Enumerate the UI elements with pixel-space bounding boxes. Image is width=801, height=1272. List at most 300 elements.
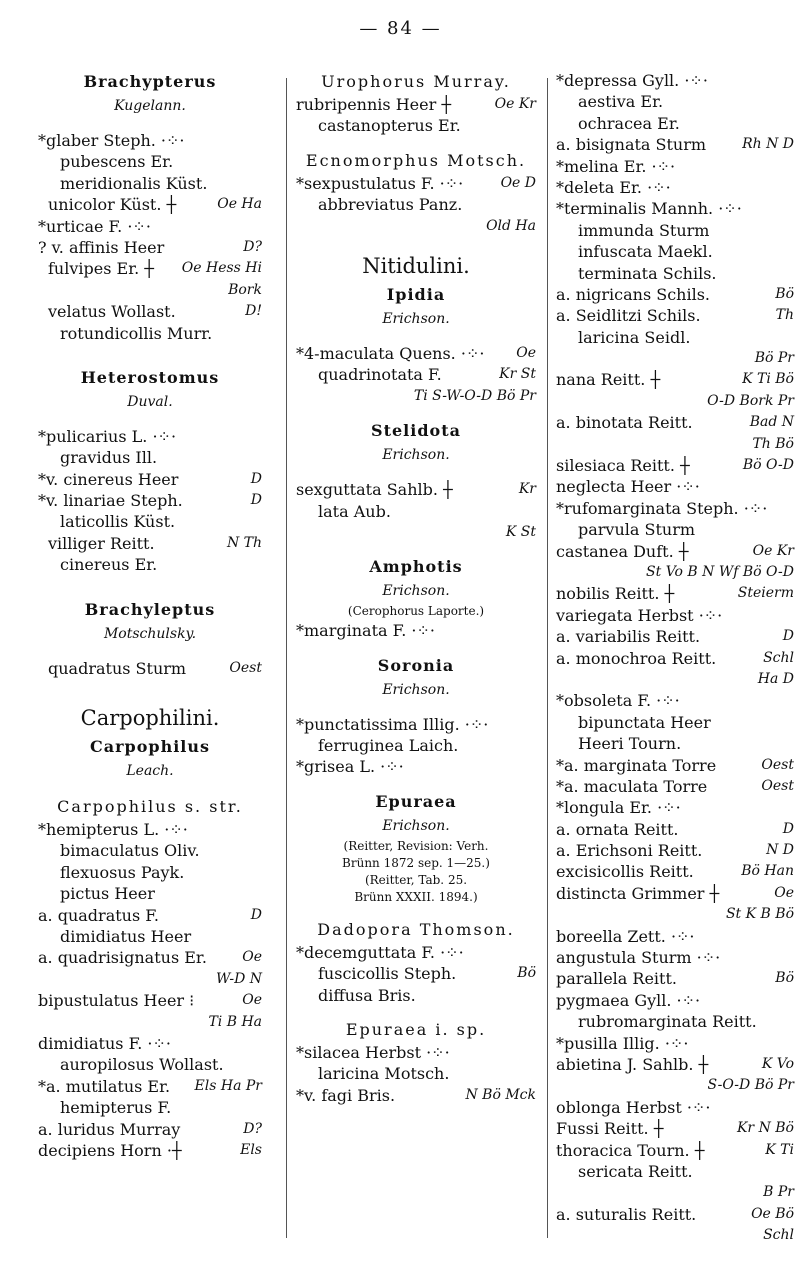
synonym-entry bbox=[296, 194, 536, 215]
entry-name: hemipterus F. bbox=[60, 1098, 172, 1118]
spacer bbox=[296, 1006, 536, 1018]
entry-name: *urticae F. ·⁘· bbox=[38, 216, 151, 236]
distribution-label: Els Ha Pr bbox=[194, 1077, 262, 1094]
entry-name: *terminalis Mannh. ·⁘· bbox=[556, 199, 742, 219]
entry-name: abbreviatus Panz. bbox=[318, 195, 463, 215]
entry-name: oblonga Herbst ·⁘· bbox=[556, 1097, 711, 1117]
species-entry bbox=[296, 1085, 536, 1106]
entry-name: *4-maculata Quens. ·⁘· bbox=[296, 343, 485, 363]
genus-author: Erichson. bbox=[382, 817, 450, 834]
species-entry bbox=[556, 926, 794, 947]
entry-name: *a. marginata Torre bbox=[556, 755, 717, 775]
distribution-label: Els bbox=[240, 1141, 262, 1158]
entry-name: thoracica Tourn. ┼ bbox=[556, 1140, 705, 1160]
synonym-entry bbox=[556, 327, 794, 348]
species-entry bbox=[556, 648, 794, 669]
species-entry bbox=[556, 883, 794, 904]
distribution-label: D! bbox=[245, 303, 262, 320]
entry-name: silesiaca Reitt. ┼ bbox=[556, 456, 690, 476]
spacer bbox=[296, 331, 536, 343]
species-entry bbox=[38, 280, 262, 301]
synonym-entry bbox=[556, 519, 794, 540]
species-entry bbox=[296, 1042, 536, 1063]
entry-name: diffusa Bris. bbox=[318, 985, 416, 1005]
entry-name: nobilis Reitt. ┼ bbox=[556, 584, 675, 604]
species-entry bbox=[556, 562, 794, 583]
distribution-label: Bork bbox=[228, 281, 262, 298]
species-entry bbox=[38, 1119, 262, 1140]
distribution-label: Oe bbox=[242, 949, 262, 966]
entry-name: a. quadrisignatus Er. bbox=[38, 948, 207, 968]
subgenus-heading: Carpophilus s. str. bbox=[57, 797, 243, 817]
entry-name: velatus Wollast. bbox=[48, 302, 176, 322]
species-entry bbox=[556, 1182, 794, 1203]
species-entry bbox=[38, 1076, 262, 1097]
distribution-label: D bbox=[782, 820, 794, 837]
distribution-label: Oe bbox=[516, 344, 536, 361]
entry-name: *punctatissima Illig. ·⁘· bbox=[296, 714, 489, 734]
species-entry bbox=[296, 522, 536, 543]
species-entry bbox=[556, 690, 794, 711]
distribution-label: Oe Hess Hi bbox=[181, 260, 262, 277]
entry-name: laricina Motsch. bbox=[318, 1064, 450, 1084]
distribution-label: Schl bbox=[763, 1227, 794, 1244]
subgenus-heading: Dadopora Thomson. bbox=[317, 919, 515, 939]
distribution-label: Old Ha bbox=[486, 217, 536, 234]
entry-name: ? v. affinis Heer bbox=[38, 237, 165, 257]
spacer bbox=[296, 906, 536, 918]
entry-name: sericata Reitt. bbox=[578, 1161, 693, 1181]
synonym-entry bbox=[38, 301, 262, 322]
spacer bbox=[38, 414, 262, 426]
species-entry bbox=[556, 669, 794, 690]
species-entry bbox=[38, 1033, 262, 1054]
reference-note: Brünn 1872 sep. 1—25.) bbox=[342, 855, 490, 870]
species-entry bbox=[38, 490, 262, 511]
distribution-label: K Vo bbox=[761, 1055, 794, 1072]
genus-author: Erichson. bbox=[382, 447, 450, 464]
column-middle bbox=[296, 70, 536, 1106]
distribution-label: N D bbox=[766, 842, 794, 859]
species-entry bbox=[38, 969, 262, 990]
entry-name: variegata Herbst ·⁘· bbox=[556, 605, 723, 625]
distribution-label: Kr N Bö bbox=[736, 1120, 794, 1137]
entry-name: bipustulatus Heer ⁝ bbox=[38, 991, 195, 1011]
entry-name: lata Aub. bbox=[318, 501, 391, 521]
synonym-entry bbox=[556, 220, 794, 241]
distribution-label: Oe Kr bbox=[494, 96, 536, 112]
entry-name: a. Erichsoni Reitt. bbox=[556, 841, 703, 861]
subgenus-heading: Urophorus Murray. bbox=[321, 72, 511, 91]
species-entry bbox=[556, 605, 794, 626]
entry-name: *sexpustulatus F. ·⁘· bbox=[296, 173, 464, 193]
synonym-entry bbox=[38, 323, 262, 344]
species-entry bbox=[556, 1204, 794, 1225]
species-entry bbox=[556, 583, 794, 604]
entry-name: quadrinotata F. bbox=[318, 365, 442, 385]
species-entry bbox=[556, 1097, 794, 1118]
entry-name: castanea Duft. ┼ bbox=[556, 541, 689, 561]
genus-author: Leach. bbox=[126, 763, 174, 780]
entry-name: excisicollis Reitt. bbox=[556, 862, 694, 882]
synonym-entry bbox=[38, 554, 262, 575]
species-entry bbox=[556, 369, 794, 390]
distribution-label: Oe Ha bbox=[217, 196, 262, 213]
entry-name: *silacea Herbst ·⁘· bbox=[296, 1043, 450, 1063]
synonym-entry bbox=[296, 1063, 536, 1084]
spacer bbox=[296, 543, 536, 555]
entry-name: terminata Schils. bbox=[578, 263, 717, 283]
distribution-label: Steierm bbox=[737, 585, 794, 602]
species-entry bbox=[38, 469, 262, 490]
column-divider bbox=[286, 78, 287, 1238]
entry-name: fuscicollis Steph. bbox=[318, 964, 457, 984]
synonym-entry bbox=[38, 258, 262, 279]
species-entry bbox=[38, 130, 262, 151]
entry-name: Heeri Tourn. bbox=[578, 734, 682, 754]
entry-name: nana Reitt. ┼ bbox=[556, 370, 661, 390]
spacer bbox=[38, 576, 262, 598]
species-entry bbox=[296, 479, 536, 500]
entry-name: infuscata Maekl. bbox=[578, 242, 713, 262]
genus-heading: Soronia bbox=[377, 655, 455, 675]
entry-name: rotundicollis Murr. bbox=[60, 323, 213, 343]
entry-name: *longula Er. ·⁘· bbox=[556, 798, 681, 818]
entry-name: castanopterus Er. bbox=[318, 116, 461, 136]
genus-author: Duval. bbox=[127, 393, 173, 410]
entry-name: parvula Sturm bbox=[578, 520, 696, 540]
species-entry bbox=[296, 216, 536, 237]
synonym-entry bbox=[556, 91, 794, 112]
distribution-label: D bbox=[250, 906, 262, 923]
entry-name: Fussi Reitt. ┼ bbox=[556, 1119, 664, 1139]
entry-name: a. Seidlitzi Schils. bbox=[556, 306, 701, 326]
genus-author: Kugelann. bbox=[114, 98, 186, 114]
entry-name: *v. cinereus Heer bbox=[38, 469, 179, 489]
entry-name: *decemguttata F. ·⁘· bbox=[296, 942, 464, 962]
distribution-label: K Ti Bö bbox=[742, 371, 794, 388]
species-entry bbox=[38, 947, 262, 968]
species-entry bbox=[556, 968, 794, 989]
distribution-label: D? bbox=[243, 1120, 262, 1137]
species-entry bbox=[556, 455, 794, 476]
distribution-label: Oe bbox=[774, 884, 794, 901]
distribution-label: Ti S-W-O-D Bö Pr bbox=[413, 387, 536, 404]
entry-name: sexguttata Sahlb. ┼ bbox=[296, 480, 453, 500]
entry-name: abietina J. Sahlb. ┼ bbox=[556, 1054, 709, 1074]
page-number: — 84 — bbox=[359, 18, 442, 39]
entry-name: ferruginea Laich. bbox=[318, 736, 459, 756]
entry-name: flexuosus Payk. bbox=[60, 862, 185, 882]
distribution-label: Oe Kr bbox=[752, 542, 794, 559]
species-entry bbox=[38, 1140, 262, 1161]
entry-name: a. binotata Reitt. bbox=[556, 413, 693, 433]
species-entry bbox=[556, 755, 794, 776]
entry-name: *depressa Gyll. ·⁘· bbox=[556, 71, 708, 90]
entry-name: *marginata F. ·⁘· bbox=[296, 621, 435, 641]
synonym-entry bbox=[296, 501, 536, 522]
species-entry bbox=[556, 476, 794, 497]
distribution-label: K Ti bbox=[765, 1141, 794, 1158]
subgenus-heading: Ecnomorphus Motsch. bbox=[305, 150, 527, 170]
species-entry bbox=[296, 94, 536, 115]
species-entry bbox=[556, 134, 794, 155]
genus-heading: Ipidia bbox=[386, 284, 446, 304]
distribution-label: K St bbox=[505, 523, 536, 540]
distribution-label: Oe Bö bbox=[751, 1205, 794, 1222]
distribution-label: Oest bbox=[761, 777, 794, 794]
distribution-label: Bö Pr bbox=[754, 350, 794, 367]
entry-name: fulvipes Er. ┼ bbox=[48, 259, 154, 279]
entry-name: *v. linariae Steph. bbox=[38, 491, 183, 511]
distribution-label: Bad N bbox=[749, 414, 794, 431]
genus-author: Erichson. bbox=[382, 681, 450, 698]
synonym-entry bbox=[556, 113, 794, 134]
distribution-label: D? bbox=[243, 238, 262, 255]
species-entry bbox=[296, 386, 536, 407]
synonym-entry bbox=[556, 263, 794, 284]
entry-name: *rufomarginata Steph. ·⁘· bbox=[556, 498, 768, 518]
spacer bbox=[296, 407, 536, 419]
distribution-label: Rh N D bbox=[742, 136, 794, 153]
synonym-entry bbox=[296, 115, 536, 136]
distribution-label: D bbox=[250, 492, 262, 509]
entry-name: boreella Zett. ·⁘· bbox=[556, 926, 695, 946]
species-entry bbox=[38, 819, 262, 840]
column-divider bbox=[547, 78, 548, 1238]
distribution-label: S-O-D Bö Pr bbox=[707, 1077, 794, 1094]
entry-name: quadratus Sturm bbox=[48, 658, 187, 678]
distribution-label: B Pr bbox=[763, 1184, 794, 1201]
genus-heading: Brachypterus bbox=[83, 72, 217, 91]
species-entry bbox=[556, 1075, 794, 1096]
column-left bbox=[38, 70, 262, 1161]
entry-name: pygmaea Gyll. ·⁘· bbox=[556, 990, 701, 1010]
spacer bbox=[38, 118, 262, 130]
entry-name: villiger Reitt. bbox=[48, 533, 155, 553]
reference-note: (Reitter, Revision: Verh. bbox=[343, 838, 489, 853]
entry-name: aestiva Er. bbox=[578, 92, 664, 112]
spacer bbox=[38, 646, 262, 658]
entry-name: dimidiatus Heer bbox=[60, 926, 192, 946]
synonym-entry bbox=[38, 447, 262, 468]
distribution-label: D bbox=[250, 470, 262, 487]
synonym-entry bbox=[38, 926, 262, 947]
species-entry bbox=[556, 861, 794, 882]
entry-name: a. ornata Reitt. bbox=[556, 819, 679, 839]
entry-name: *a. maculata Torre bbox=[556, 776, 708, 796]
distribution-label: D bbox=[782, 628, 794, 645]
entry-name: a. monochroa Reitt. bbox=[556, 648, 717, 668]
distribution-label: Bö bbox=[775, 285, 794, 302]
entry-name: auropilosus Wollast. bbox=[60, 1055, 224, 1075]
species-entry bbox=[556, 70, 794, 91]
reference-note: (Cerophorus Laporte.) bbox=[347, 604, 485, 619]
distribution-label: Ha D bbox=[757, 670, 794, 687]
distribution-label: Bö bbox=[775, 970, 794, 987]
species-entry bbox=[556, 904, 794, 925]
spacer bbox=[296, 237, 536, 249]
entry-name: *melina Er. ·⁘· bbox=[556, 156, 676, 176]
synonym-entry bbox=[38, 173, 262, 194]
spacer bbox=[296, 137, 536, 149]
synonym-entry bbox=[556, 733, 794, 754]
synonym-entry bbox=[296, 735, 536, 756]
distribution-label: O-D Bork Pr bbox=[707, 392, 794, 409]
entry-name: *glaber Steph. ·⁘· bbox=[38, 131, 185, 150]
species-entry bbox=[296, 620, 536, 641]
genus-heading: Brachyleptus bbox=[84, 599, 216, 619]
subgenus-heading: Epuraea i. sp. bbox=[345, 1020, 487, 1040]
species-entry bbox=[556, 177, 794, 198]
synonym-entry bbox=[38, 194, 262, 215]
entry-name: rubromarginata Reitt. bbox=[578, 1012, 757, 1032]
entry-name: neglecta Heer ·⁘· bbox=[556, 477, 700, 497]
distribution-label: Th bbox=[775, 307, 794, 324]
synonym-entry bbox=[38, 658, 262, 679]
entry-name: *pusilla Illig. ·⁘· bbox=[556, 1033, 689, 1053]
entry-name: distincta Grimmer ┼ bbox=[556, 883, 720, 903]
species-entry bbox=[38, 237, 262, 258]
species-entry bbox=[556, 348, 794, 369]
species-entry bbox=[556, 1118, 794, 1139]
distribution-label: Schl bbox=[763, 649, 794, 666]
genus-author: Erichson. bbox=[382, 583, 450, 600]
species-entry bbox=[556, 1225, 794, 1246]
entry-name: *grisea L. ·⁘· bbox=[296, 757, 404, 777]
entry-name: bimaculatus Oliv. bbox=[60, 841, 200, 861]
entry-name: pictus Heer bbox=[60, 884, 155, 904]
entry-name: rubripennis Heer ┼ bbox=[296, 95, 451, 114]
column-right bbox=[556, 70, 794, 1246]
species-entry bbox=[556, 840, 794, 861]
entry-name: a. bisignata Sturm bbox=[556, 135, 707, 155]
entry-name: pubescens Er. bbox=[60, 152, 174, 172]
distribution-label: Bö bbox=[517, 965, 536, 982]
entry-name: *v. fagi Bris. bbox=[296, 1085, 396, 1105]
entry-name: a. variabilis Reitt. bbox=[556, 627, 701, 647]
synonym-entry bbox=[296, 985, 536, 1006]
species-entry bbox=[296, 343, 536, 364]
genus-heading: Stelidota bbox=[371, 421, 461, 441]
entry-name: a. luridus Murray bbox=[38, 1119, 181, 1139]
species-entry bbox=[38, 216, 262, 237]
spacer bbox=[296, 467, 536, 479]
species-entry bbox=[556, 947, 794, 968]
genus-heading: Carpophilus bbox=[89, 737, 210, 757]
species-entry bbox=[296, 173, 536, 194]
species-entry bbox=[556, 412, 794, 433]
synonym-entry bbox=[38, 1097, 262, 1118]
spacer bbox=[38, 344, 262, 366]
genus-heading: Amphotis bbox=[369, 557, 463, 577]
species-entry bbox=[556, 1033, 794, 1054]
species-entry bbox=[556, 284, 794, 305]
genus-author: Motschulsky. bbox=[103, 625, 197, 642]
species-entry bbox=[556, 990, 794, 1011]
synonym-entry bbox=[296, 963, 536, 984]
entry-name: *hemipterus L. ·⁘· bbox=[38, 820, 188, 840]
distribution-label: Oe bbox=[242, 992, 262, 1009]
entry-name: *deleta Er. ·⁘· bbox=[556, 177, 671, 197]
spacer bbox=[296, 702, 536, 714]
species-entry bbox=[556, 391, 794, 412]
entry-name: a. nigricans Schils. bbox=[556, 284, 710, 304]
species-entry bbox=[556, 1054, 794, 1075]
species-entry bbox=[556, 797, 794, 818]
synonym-entry bbox=[38, 1054, 262, 1075]
entry-name: parallela Reitt. bbox=[556, 969, 677, 989]
entry-name: immunda Sturm bbox=[578, 220, 710, 240]
distribution-label: St Vo B N Wf Bö O-D bbox=[646, 563, 794, 580]
distribution-label: Oe D bbox=[500, 174, 536, 191]
synonym-entry bbox=[556, 1161, 794, 1182]
species-entry bbox=[38, 426, 262, 447]
species-entry bbox=[556, 156, 794, 177]
distribution-label: Kr St bbox=[499, 366, 536, 383]
synonym-entry bbox=[38, 151, 262, 172]
entry-name: dimidiatus F. ·⁘· bbox=[38, 1033, 171, 1053]
distribution-label: Bö Han bbox=[741, 863, 794, 880]
entry-name: *obsoleta F. ·⁘· bbox=[556, 691, 680, 711]
spacer bbox=[296, 778, 536, 790]
synonym-entry bbox=[556, 1011, 794, 1032]
spacer bbox=[38, 679, 262, 701]
species-entry bbox=[296, 942, 536, 963]
species-entry bbox=[556, 305, 794, 326]
genus-author: Erichson. bbox=[382, 310, 450, 327]
tribe-heading: Carpophilini. bbox=[80, 706, 220, 731]
genus-heading: Epuraea bbox=[375, 791, 457, 811]
entry-name: cinereus Er. bbox=[60, 555, 158, 575]
species-entry bbox=[556, 776, 794, 797]
synonym-entry bbox=[38, 883, 262, 904]
tribe-heading: Nitidulini. bbox=[362, 253, 470, 278]
entry-name: unicolor Küst. ┼ bbox=[48, 195, 177, 215]
synonym-entry bbox=[38, 862, 262, 883]
entry-name: *a. mutilatus Er. bbox=[38, 1076, 171, 1096]
species-entry bbox=[556, 434, 794, 455]
distribution-label: W-D N bbox=[215, 970, 262, 987]
distribution-label: Oest bbox=[761, 756, 794, 773]
entry-name: *pulicarius L. ·⁘· bbox=[38, 426, 177, 446]
distribution-label: N Th bbox=[226, 534, 262, 551]
entry-name: decipiens Horn ·┼ bbox=[38, 1140, 182, 1160]
synonym-entry bbox=[296, 364, 536, 385]
spacer bbox=[296, 642, 536, 654]
reference-note: Brünn XXXII. 1894.) bbox=[354, 889, 478, 904]
distribution-label: Kr bbox=[518, 481, 536, 498]
species-entry bbox=[38, 905, 262, 926]
entry-name: meridionalis Küst. bbox=[60, 173, 208, 193]
species-entry bbox=[556, 1140, 794, 1161]
reference-note: (Reitter, Tab. 25. bbox=[364, 872, 468, 887]
entry-name: a. suturalis Reitt. bbox=[556, 1204, 697, 1224]
species-entry bbox=[296, 714, 536, 735]
entry-name: ochracea Er. bbox=[578, 113, 680, 133]
genus-heading: Heterostomus bbox=[80, 367, 220, 387]
species-entry bbox=[38, 1012, 262, 1033]
species-entry bbox=[38, 990, 262, 1011]
distribution-label: Th Bö bbox=[752, 435, 794, 452]
distribution-label: Oest bbox=[229, 659, 262, 676]
species-entry bbox=[556, 626, 794, 647]
entry-name: gravidus Ill. bbox=[60, 448, 158, 468]
spacer bbox=[38, 783, 262, 795]
entry-name: bipunctata Heer bbox=[578, 712, 711, 732]
synonym-entry bbox=[38, 840, 262, 861]
synonym-entry bbox=[38, 511, 262, 532]
